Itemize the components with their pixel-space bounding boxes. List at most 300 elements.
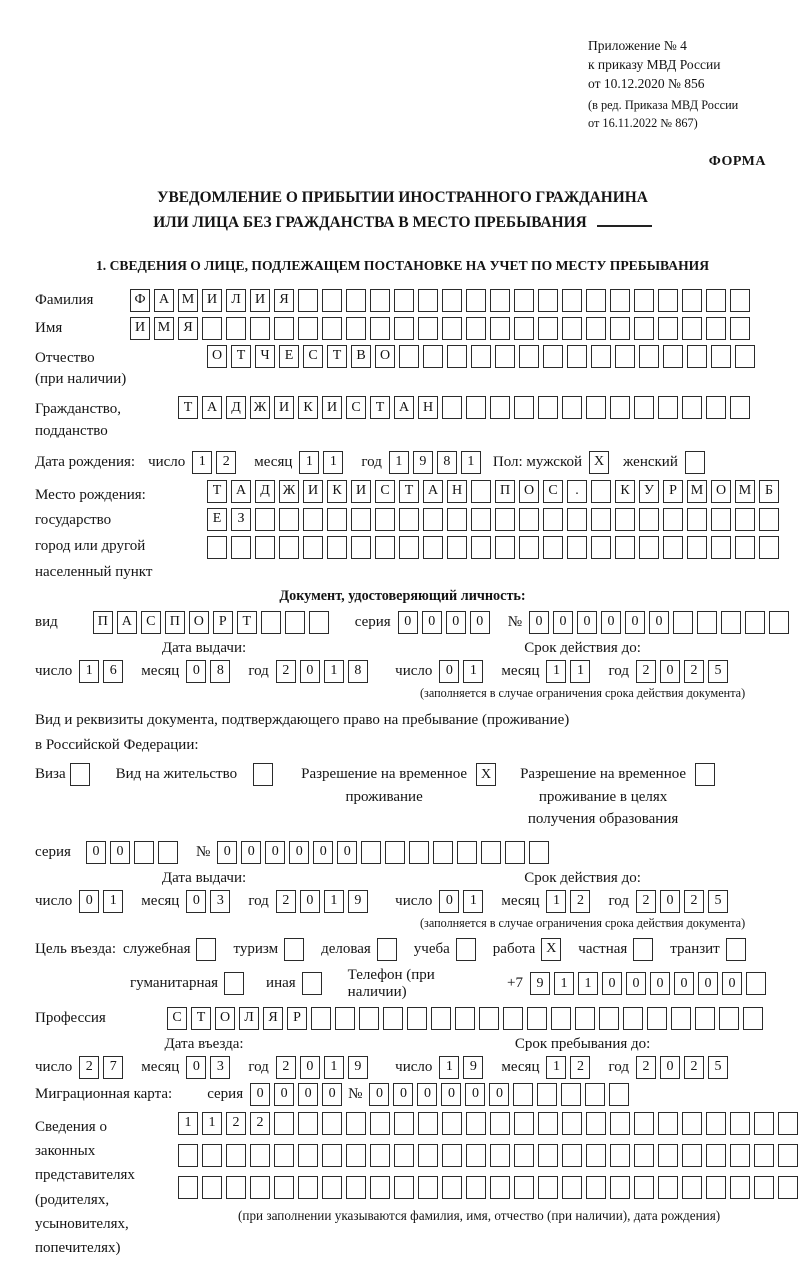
char-cell[interactable] bbox=[407, 1007, 427, 1030]
issue-date2-day-cells[interactable] bbox=[79, 890, 127, 913]
char-cell[interactable]: И bbox=[351, 480, 371, 503]
char-cell[interactable]: 1 bbox=[299, 451, 319, 474]
char-cell[interactable]: 0 bbox=[274, 1083, 294, 1106]
char-cell[interactable] bbox=[231, 536, 251, 559]
char-cell[interactable] bbox=[70, 763, 90, 786]
char-cell[interactable] bbox=[575, 1007, 595, 1030]
char-cell[interactable]: Р bbox=[213, 611, 233, 634]
char-cell[interactable] bbox=[178, 1144, 198, 1167]
char-cell[interactable] bbox=[481, 841, 501, 864]
char-cell[interactable]: 1 bbox=[103, 890, 123, 913]
char-cell[interactable]: М bbox=[735, 480, 755, 503]
char-cell[interactable] bbox=[706, 289, 726, 312]
char-cell[interactable] bbox=[471, 536, 491, 559]
option-temp-residence-education-checkbox[interactable] bbox=[695, 763, 719, 786]
char-cell[interactable]: 0 bbox=[602, 972, 622, 995]
char-cell[interactable]: 8 bbox=[210, 660, 230, 683]
char-cell[interactable] bbox=[298, 1112, 318, 1135]
char-cell[interactable] bbox=[745, 611, 765, 634]
char-cell[interactable] bbox=[610, 289, 630, 312]
char-cell[interactable] bbox=[466, 1144, 486, 1167]
char-cell[interactable]: 0 bbox=[322, 1083, 342, 1106]
char-cell[interactable] bbox=[562, 317, 582, 340]
char-cell[interactable] bbox=[442, 396, 462, 419]
char-cell[interactable]: 0 bbox=[489, 1083, 509, 1106]
char-cell[interactable] bbox=[442, 1176, 462, 1199]
char-cell[interactable] bbox=[322, 317, 342, 340]
char-cell[interactable]: 0 bbox=[660, 660, 680, 683]
char-cell[interactable] bbox=[730, 289, 750, 312]
char-cell[interactable] bbox=[351, 508, 371, 531]
char-cell[interactable] bbox=[647, 1007, 667, 1030]
char-cell[interactable] bbox=[639, 345, 659, 368]
char-cell[interactable] bbox=[586, 289, 606, 312]
valid-until1-month-cells[interactable] bbox=[546, 660, 594, 683]
char-cell[interactable] bbox=[639, 536, 659, 559]
char-cell[interactable]: И bbox=[322, 396, 342, 419]
char-cell[interactable]: Т bbox=[178, 396, 198, 419]
char-cell[interactable]: 0 bbox=[289, 841, 309, 864]
char-cell[interactable] bbox=[538, 317, 558, 340]
char-cell[interactable] bbox=[311, 1007, 331, 1030]
char-cell[interactable] bbox=[456, 938, 476, 961]
char-cell[interactable] bbox=[466, 1112, 486, 1135]
char-cell[interactable]: 6 bbox=[103, 660, 123, 683]
char-cell[interactable] bbox=[274, 1144, 294, 1167]
char-cell[interactable] bbox=[561, 1083, 581, 1106]
char-cell[interactable]: 0 bbox=[186, 1056, 206, 1079]
birthplace-cells-row1[interactable] bbox=[207, 480, 783, 503]
char-cell[interactable] bbox=[471, 345, 491, 368]
char-cell[interactable] bbox=[442, 317, 462, 340]
char-cell[interactable] bbox=[514, 1112, 534, 1135]
char-cell[interactable] bbox=[663, 345, 683, 368]
doc-type-cells[interactable] bbox=[93, 611, 333, 634]
char-cell[interactable]: 0 bbox=[577, 611, 597, 634]
char-cell[interactable] bbox=[695, 1007, 715, 1030]
char-cell[interactable]: 9 bbox=[413, 451, 433, 474]
char-cell[interactable]: С bbox=[303, 345, 323, 368]
char-cell[interactable]: 1 bbox=[463, 890, 483, 913]
char-cell[interactable]: М bbox=[154, 317, 174, 340]
sex-female-checkbox[interactable] bbox=[685, 451, 709, 474]
char-cell[interactable]: Т bbox=[237, 611, 257, 634]
char-cell[interactable] bbox=[695, 763, 715, 786]
char-cell[interactable]: 2 bbox=[226, 1112, 246, 1135]
char-cell[interactable] bbox=[634, 396, 654, 419]
char-cell[interactable]: С bbox=[141, 611, 161, 634]
char-cell[interactable] bbox=[394, 1176, 414, 1199]
char-cell[interactable] bbox=[447, 508, 467, 531]
char-cell[interactable] bbox=[721, 611, 741, 634]
char-cell[interactable]: 1 bbox=[546, 660, 566, 683]
char-cell[interactable] bbox=[746, 972, 766, 995]
char-cell[interactable] bbox=[490, 1144, 510, 1167]
char-cell[interactable]: К bbox=[615, 480, 635, 503]
char-cell[interactable] bbox=[706, 396, 726, 419]
char-cell[interactable]: З bbox=[231, 508, 251, 531]
char-cell[interactable] bbox=[682, 1144, 702, 1167]
char-cell[interactable]: И bbox=[274, 396, 294, 419]
char-cell[interactable] bbox=[250, 1176, 270, 1199]
char-cell[interactable] bbox=[261, 611, 281, 634]
char-cell[interactable] bbox=[759, 508, 779, 531]
char-cell[interactable] bbox=[585, 1083, 605, 1106]
char-cell[interactable]: Е bbox=[279, 345, 299, 368]
char-cell[interactable] bbox=[706, 1176, 726, 1199]
char-cell[interactable] bbox=[591, 480, 611, 503]
char-cell[interactable] bbox=[250, 1144, 270, 1167]
char-cell[interactable] bbox=[447, 536, 467, 559]
char-cell[interactable] bbox=[743, 1007, 763, 1030]
valid-until2-day-cells[interactable] bbox=[439, 890, 487, 913]
char-cell[interactable]: О bbox=[215, 1007, 235, 1030]
char-cell[interactable] bbox=[490, 1176, 510, 1199]
char-cell[interactable] bbox=[610, 1144, 630, 1167]
char-cell[interactable] bbox=[706, 1112, 726, 1135]
char-cell[interactable] bbox=[255, 508, 275, 531]
char-cell[interactable] bbox=[538, 289, 558, 312]
char-cell[interactable] bbox=[346, 1144, 366, 1167]
char-cell[interactable] bbox=[202, 1176, 222, 1199]
char-cell[interactable] bbox=[253, 763, 273, 786]
char-cell[interactable]: 1 bbox=[323, 451, 343, 474]
char-cell[interactable]: Б bbox=[759, 480, 779, 503]
char-cell[interactable] bbox=[711, 345, 731, 368]
representatives-cells-row3[interactable] bbox=[178, 1176, 802, 1199]
char-cell[interactable] bbox=[490, 396, 510, 419]
char-cell[interactable] bbox=[399, 508, 419, 531]
char-cell[interactable]: 0 bbox=[393, 1083, 413, 1106]
char-cell[interactable] bbox=[735, 508, 755, 531]
char-cell[interactable] bbox=[423, 508, 443, 531]
char-cell[interactable] bbox=[298, 289, 318, 312]
issue-date1-month-cells[interactable] bbox=[186, 660, 234, 683]
char-cell[interactable]: 0 bbox=[265, 841, 285, 864]
char-cell[interactable] bbox=[639, 508, 659, 531]
doc-number-cells[interactable] bbox=[529, 611, 793, 634]
char-cell[interactable] bbox=[658, 317, 678, 340]
char-cell[interactable] bbox=[513, 1083, 533, 1106]
char-cell[interactable] bbox=[471, 508, 491, 531]
char-cell[interactable] bbox=[442, 289, 462, 312]
char-cell[interactable] bbox=[196, 938, 216, 961]
char-cell[interactable] bbox=[274, 1176, 294, 1199]
char-cell[interactable] bbox=[226, 1176, 246, 1199]
char-cell[interactable]: 3 bbox=[210, 1056, 230, 1079]
birthplace-cells-row3[interactable] bbox=[207, 536, 783, 559]
purpose-business-checkbox[interactable] bbox=[377, 938, 401, 961]
char-cell[interactable] bbox=[730, 1112, 750, 1135]
char-cell[interactable] bbox=[375, 536, 395, 559]
char-cell[interactable] bbox=[735, 345, 755, 368]
issue-date1-year-cells[interactable] bbox=[276, 660, 372, 683]
char-cell[interactable]: 0 bbox=[446, 611, 466, 634]
char-cell[interactable]: 1 bbox=[79, 660, 99, 683]
char-cell[interactable] bbox=[178, 1176, 198, 1199]
char-cell[interactable] bbox=[351, 536, 371, 559]
char-cell[interactable]: 1 bbox=[178, 1112, 198, 1135]
char-cell[interactable]: 0 bbox=[660, 1056, 680, 1079]
char-cell[interactable] bbox=[634, 1112, 654, 1135]
char-cell[interactable] bbox=[514, 396, 534, 419]
char-cell[interactable]: 9 bbox=[348, 890, 368, 913]
char-cell[interactable] bbox=[479, 1007, 499, 1030]
char-cell[interactable] bbox=[250, 317, 270, 340]
char-cell[interactable] bbox=[519, 536, 539, 559]
char-cell[interactable]: 8 bbox=[437, 451, 457, 474]
char-cell[interactable] bbox=[442, 1144, 462, 1167]
char-cell[interactable]: Ж bbox=[250, 396, 270, 419]
char-cell[interactable]: X bbox=[541, 938, 561, 961]
citizenship-cells[interactable] bbox=[178, 396, 754, 419]
char-cell[interactable] bbox=[586, 317, 606, 340]
char-cell[interactable]: 1 bbox=[570, 660, 590, 683]
char-cell[interactable] bbox=[634, 317, 654, 340]
char-cell[interactable] bbox=[634, 289, 654, 312]
char-cell[interactable] bbox=[726, 938, 746, 961]
patronymic-cells[interactable] bbox=[207, 345, 759, 368]
char-cell[interactable]: 1 bbox=[546, 890, 566, 913]
char-cell[interactable] bbox=[359, 1007, 379, 1030]
char-cell[interactable] bbox=[375, 508, 395, 531]
char-cell[interactable]: 0 bbox=[417, 1083, 437, 1106]
char-cell[interactable] bbox=[447, 345, 467, 368]
char-cell[interactable]: А bbox=[202, 396, 222, 419]
issue-date2-year-cells[interactable] bbox=[276, 890, 372, 913]
char-cell[interactable] bbox=[298, 317, 318, 340]
char-cell[interactable] bbox=[610, 317, 630, 340]
char-cell[interactable]: 0 bbox=[529, 611, 549, 634]
char-cell[interactable] bbox=[490, 317, 510, 340]
char-cell[interactable]: 0 bbox=[439, 890, 459, 913]
char-cell[interactable]: 2 bbox=[636, 1056, 656, 1079]
entry-date-day-cells[interactable] bbox=[79, 1056, 127, 1079]
char-cell[interactable] bbox=[586, 1112, 606, 1135]
char-cell[interactable] bbox=[158, 841, 178, 864]
char-cell[interactable]: П bbox=[93, 611, 113, 634]
char-cell[interactable] bbox=[471, 480, 491, 503]
char-cell[interactable] bbox=[730, 317, 750, 340]
char-cell[interactable] bbox=[466, 1176, 486, 1199]
char-cell[interactable]: И bbox=[130, 317, 150, 340]
char-cell[interactable] bbox=[284, 938, 304, 961]
char-cell[interactable] bbox=[687, 508, 707, 531]
char-cell[interactable]: 0 bbox=[601, 611, 621, 634]
profession-cells[interactable] bbox=[167, 1007, 767, 1030]
char-cell[interactable] bbox=[778, 1176, 798, 1199]
char-cell[interactable]: 2 bbox=[250, 1112, 270, 1135]
char-cell[interactable]: Н bbox=[447, 480, 467, 503]
char-cell[interactable] bbox=[538, 1112, 558, 1135]
char-cell[interactable]: У bbox=[639, 480, 659, 503]
char-cell[interactable] bbox=[457, 841, 477, 864]
char-cell[interactable] bbox=[303, 508, 323, 531]
char-cell[interactable] bbox=[671, 1007, 691, 1030]
char-cell[interactable]: 0 bbox=[241, 841, 261, 864]
char-cell[interactable] bbox=[609, 1083, 629, 1106]
char-cell[interactable]: 0 bbox=[625, 611, 645, 634]
char-cell[interactable]: 1 bbox=[324, 660, 344, 683]
char-cell[interactable] bbox=[610, 1112, 630, 1135]
char-cell[interactable] bbox=[615, 508, 635, 531]
char-cell[interactable]: 0 bbox=[465, 1083, 485, 1106]
char-cell[interactable] bbox=[687, 536, 707, 559]
char-cell[interactable]: 3 bbox=[210, 890, 230, 913]
char-cell[interactable]: 2 bbox=[276, 890, 296, 913]
char-cell[interactable]: 0 bbox=[300, 660, 320, 683]
char-cell[interactable]: 0 bbox=[313, 841, 333, 864]
char-cell[interactable]: Я bbox=[178, 317, 198, 340]
valid-until2-month-cells[interactable] bbox=[546, 890, 594, 913]
char-cell[interactable] bbox=[658, 289, 678, 312]
char-cell[interactable] bbox=[543, 345, 563, 368]
phone-cells[interactable] bbox=[530, 972, 770, 995]
char-cell[interactable]: А bbox=[117, 611, 137, 634]
char-cell[interactable] bbox=[514, 289, 534, 312]
purpose-transit-checkbox[interactable] bbox=[726, 938, 750, 961]
purpose-humanitarian-checkbox[interactable] bbox=[224, 972, 248, 995]
char-cell[interactable] bbox=[322, 1176, 342, 1199]
char-cell[interactable] bbox=[370, 289, 390, 312]
char-cell[interactable]: И bbox=[250, 289, 270, 312]
char-cell[interactable] bbox=[586, 1176, 606, 1199]
purpose-other-checkbox[interactable] bbox=[302, 972, 326, 995]
issue-date1-day-cells[interactable] bbox=[79, 660, 127, 683]
char-cell[interactable] bbox=[562, 1144, 582, 1167]
char-cell[interactable] bbox=[383, 1007, 403, 1030]
char-cell[interactable] bbox=[399, 536, 419, 559]
representatives-cells-row1[interactable] bbox=[178, 1112, 802, 1135]
char-cell[interactable]: 1 bbox=[554, 972, 574, 995]
char-cell[interactable] bbox=[682, 289, 702, 312]
char-cell[interactable] bbox=[586, 1144, 606, 1167]
char-cell[interactable] bbox=[394, 1144, 414, 1167]
sex-male-checkbox[interactable] bbox=[589, 451, 613, 474]
char-cell[interactable] bbox=[226, 317, 246, 340]
char-cell[interactable] bbox=[685, 451, 705, 474]
char-cell[interactable]: О bbox=[519, 480, 539, 503]
char-cell[interactable]: 2 bbox=[276, 660, 296, 683]
issue-date2-month-cells[interactable] bbox=[186, 890, 234, 913]
char-cell[interactable] bbox=[327, 508, 347, 531]
char-cell[interactable] bbox=[298, 1176, 318, 1199]
char-cell[interactable] bbox=[134, 841, 154, 864]
valid-until1-day-cells[interactable] bbox=[439, 660, 487, 683]
char-cell[interactable] bbox=[370, 317, 390, 340]
char-cell[interactable] bbox=[466, 396, 486, 419]
char-cell[interactable]: 5 bbox=[708, 660, 728, 683]
char-cell[interactable] bbox=[442, 1112, 462, 1135]
birth-year-cells[interactable] bbox=[389, 451, 485, 474]
char-cell[interactable] bbox=[322, 289, 342, 312]
char-cell[interactable]: И bbox=[202, 289, 222, 312]
char-cell[interactable]: X bbox=[476, 763, 496, 786]
char-cell[interactable]: 0 bbox=[186, 890, 206, 913]
char-cell[interactable] bbox=[303, 536, 323, 559]
surname-cells[interactable] bbox=[130, 289, 754, 312]
char-cell[interactable]: Т bbox=[191, 1007, 211, 1030]
char-cell[interactable] bbox=[591, 345, 611, 368]
char-cell[interactable]: 0 bbox=[300, 890, 320, 913]
char-cell[interactable] bbox=[623, 1007, 643, 1030]
char-cell[interactable]: 0 bbox=[553, 611, 573, 634]
char-cell[interactable] bbox=[759, 536, 779, 559]
char-cell[interactable] bbox=[418, 289, 438, 312]
char-cell[interactable] bbox=[527, 1007, 547, 1030]
char-cell[interactable] bbox=[687, 345, 707, 368]
char-cell[interactable] bbox=[562, 289, 582, 312]
char-cell[interactable] bbox=[538, 1144, 558, 1167]
char-cell[interactable]: К bbox=[327, 480, 347, 503]
char-cell[interactable]: С bbox=[167, 1007, 187, 1030]
char-cell[interactable] bbox=[418, 317, 438, 340]
char-cell[interactable]: 8 bbox=[348, 660, 368, 683]
char-cell[interactable]: 2 bbox=[684, 660, 704, 683]
char-cell[interactable]: 2 bbox=[636, 890, 656, 913]
char-cell[interactable]: С bbox=[543, 480, 563, 503]
valid-until1-year-cells[interactable] bbox=[636, 660, 732, 683]
char-cell[interactable] bbox=[778, 1112, 798, 1135]
birth-month-cells[interactable] bbox=[299, 451, 347, 474]
char-cell[interactable] bbox=[274, 1112, 294, 1135]
char-cell[interactable] bbox=[490, 289, 510, 312]
char-cell[interactable]: Т bbox=[399, 480, 419, 503]
char-cell[interactable]: 0 bbox=[698, 972, 718, 995]
char-cell[interactable]: К bbox=[298, 396, 318, 419]
char-cell[interactable] bbox=[778, 1144, 798, 1167]
char-cell[interactable]: И bbox=[303, 480, 323, 503]
char-cell[interactable] bbox=[274, 317, 294, 340]
char-cell[interactable]: 9 bbox=[348, 1056, 368, 1079]
char-cell[interactable]: 2 bbox=[216, 451, 236, 474]
char-cell[interactable] bbox=[634, 1144, 654, 1167]
char-cell[interactable]: Р bbox=[287, 1007, 307, 1030]
char-cell[interactable]: Е bbox=[207, 508, 227, 531]
char-cell[interactable] bbox=[591, 508, 611, 531]
char-cell[interactable] bbox=[495, 345, 515, 368]
char-cell[interactable] bbox=[682, 1176, 702, 1199]
entry-date-month-cells[interactable] bbox=[186, 1056, 234, 1079]
char-cell[interactable] bbox=[514, 1144, 534, 1167]
option-temp-residence-checkbox[interactable] bbox=[476, 763, 500, 786]
char-cell[interactable] bbox=[697, 611, 717, 634]
migration-card-series-cells[interactable] bbox=[250, 1083, 346, 1106]
char-cell[interactable] bbox=[302, 972, 322, 995]
birthplace-cells-row2[interactable] bbox=[207, 508, 783, 531]
char-cell[interactable]: М bbox=[178, 289, 198, 312]
char-cell[interactable]: 0 bbox=[650, 972, 670, 995]
char-cell[interactable]: 0 bbox=[674, 972, 694, 995]
option-residence-permit-checkbox[interactable] bbox=[253, 763, 277, 786]
char-cell[interactable] bbox=[567, 345, 587, 368]
char-cell[interactable] bbox=[658, 1176, 678, 1199]
char-cell[interactable] bbox=[279, 536, 299, 559]
char-cell[interactable]: 0 bbox=[369, 1083, 389, 1106]
char-cell[interactable]: 2 bbox=[636, 660, 656, 683]
char-cell[interactable]: 0 bbox=[722, 972, 742, 995]
doc-series-cells[interactable] bbox=[398, 611, 494, 634]
char-cell[interactable] bbox=[567, 536, 587, 559]
char-cell[interactable] bbox=[682, 1112, 702, 1135]
char-cell[interactable] bbox=[394, 1112, 414, 1135]
migration-card-number-cells[interactable] bbox=[369, 1083, 633, 1106]
char-cell[interactable]: Д bbox=[255, 480, 275, 503]
char-cell[interactable] bbox=[711, 536, 731, 559]
char-cell[interactable]: 2 bbox=[570, 1056, 590, 1079]
char-cell[interactable] bbox=[455, 1007, 475, 1030]
char-cell[interactable]: Т bbox=[327, 345, 347, 368]
